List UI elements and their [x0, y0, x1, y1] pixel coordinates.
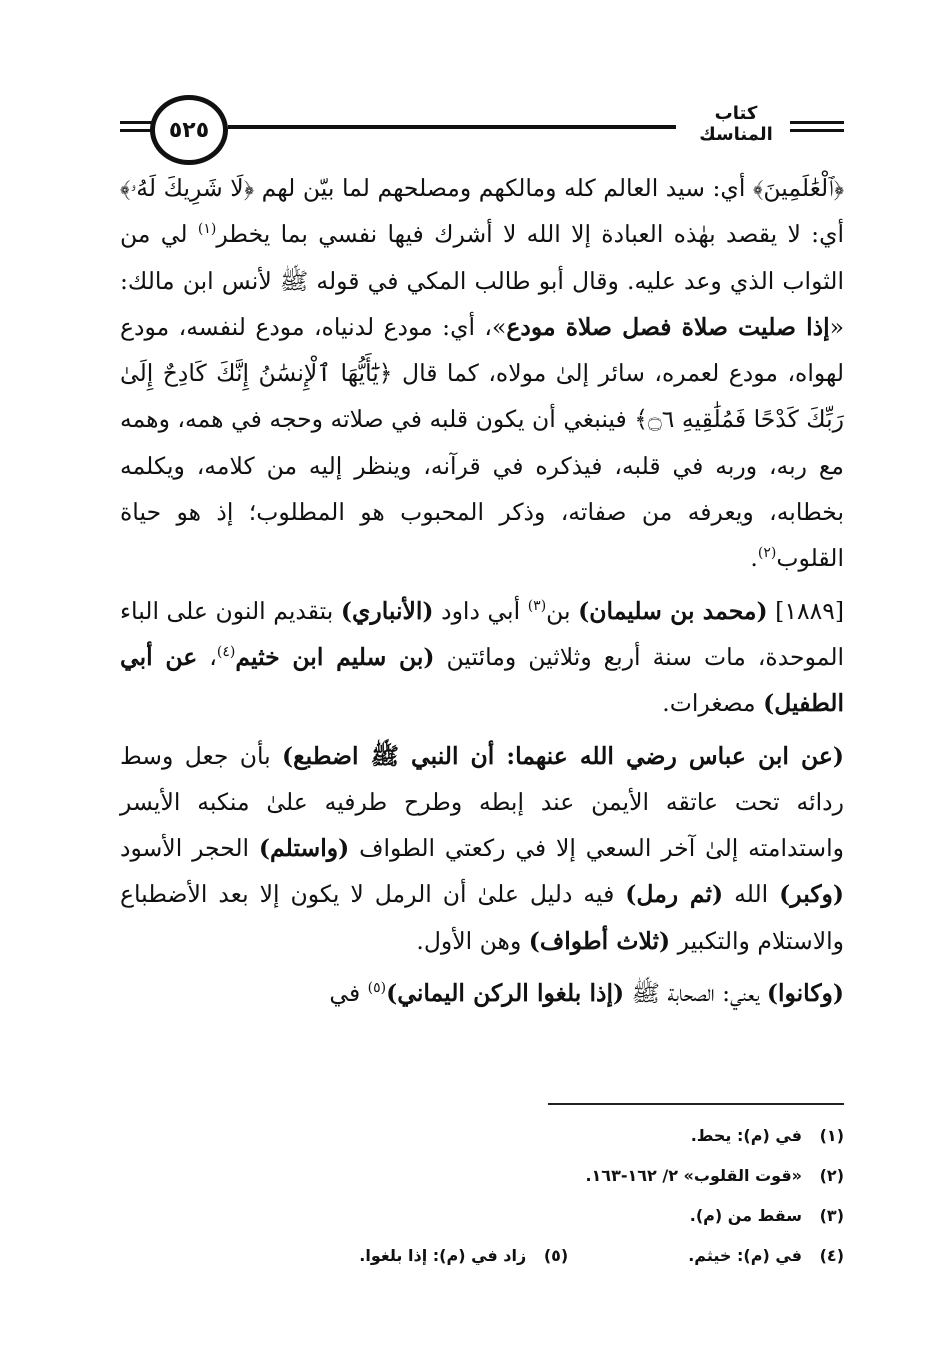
footnote-separator	[548, 1103, 844, 1105]
footnote-2	[120, 1156, 844, 1196]
text-segment: .	[750, 544, 758, 573]
page-number: ٥٢٥	[168, 117, 210, 143]
footnote-3	[120, 1196, 844, 1236]
footnote-number: (٥)	[543, 1246, 569, 1265]
hadith-quote: إذا صليت صلاة فصل صلاة مودع	[506, 312, 830, 341]
footnote-text: «قوت القلوب» ٢/ ١٦٢-١٦٣.	[585, 1166, 802, 1185]
header-rule-middle	[228, 125, 676, 129]
text-segment: مصغرات.	[662, 689, 764, 718]
paragraph-2	[120, 588, 844, 727]
entry-number: [١٨٨٩]	[767, 596, 845, 625]
page-number-badge	[150, 95, 228, 165]
text-segment: فيه دليل علىٰ أن الرمل لا يكون إلا بعد الأضطباع والاستلام والتكبير	[120, 880, 844, 955]
hadith-text: (واستلم)	[258, 834, 350, 863]
hadith-text: (عن ابن عباس رضي الله عنهما: أن النبي ﷺ اضطبع)	[282, 741, 844, 770]
footnote-ref-5: (٥)	[367, 980, 387, 997]
footnote-ref-2: (٢)	[757, 545, 777, 562]
narrator-chain: (بن سليم ابن خثيم	[235, 642, 435, 671]
footnote-ref-3: (٣)	[527, 597, 547, 614]
text-segment: في	[329, 979, 368, 1008]
text-segment: لي من الثواب الذي وعد عليه. وقال أبو طالب المكي في قوله ﷺ لأنس ابن مالك: «	[120, 220, 844, 341]
text-segment: بن	[546, 596, 579, 625]
text-segment: يعني: الصحابة ﷺ	[624, 979, 767, 1008]
hadith-text: (ثلاث أطواف)	[528, 926, 671, 955]
text-segment: ،	[197, 642, 217, 671]
text-segment: أبي داود	[433, 596, 528, 625]
footnote-ref-1: (١)	[197, 221, 217, 238]
header-rule-right-bottom	[790, 129, 844, 132]
text-segment: بتقديم النون على الباء الموحدة، مات سنة أربع وثلاثين ومائتين	[120, 596, 845, 671]
footnote-ref-4: (٤)	[216, 644, 236, 661]
text-segment: وهن الأول.	[416, 926, 529, 955]
text-segment: ﴿ٱلْعَٰلَمِينَ﴾ أي: سيد العالم كله ومالكهم ومصلحهم لما بيّن لهم ﴿لَا شَرِيكَ لَهُۥ﴾ أي: لا يقصد بهٰذه العبادة إلا الله لا أشرك فيها نفسي بما يخطر	[120, 174, 845, 249]
narrator-name: (محمد بن سليمان)	[578, 596, 768, 625]
book-title: كتاب المناسك	[699, 103, 773, 145]
narrator-chain-end: عن أبي الطفيل)	[120, 642, 844, 718]
footnote-text: زاد في (م): إذا بلغوا.	[359, 1246, 527, 1265]
footnote-number: (٤)	[819, 1246, 844, 1265]
footnote-1	[120, 1116, 844, 1156]
paragraph-3	[120, 733, 844, 964]
text-segment: بأن جعل وسط ردائه تحت عاتقه الأيمن عند إبطه وطرح طرفيه علىٰ منكبه الأيسر واستدامته إلىٰ آخر السعي إلا في ركعتي الطواف	[120, 741, 844, 863]
footnote-text: في (م): يحط.	[690, 1126, 802, 1145]
footnote-4-5	[120, 1236, 844, 1276]
hadith-text: (وكانوا)	[766, 979, 844, 1008]
hadith-text: (ثم رمل)	[625, 880, 724, 909]
text-segment: الحجر الأسود	[120, 834, 259, 863]
main-text	[120, 165, 844, 1016]
footnote-number: (٢)	[819, 1166, 844, 1185]
paragraph-1	[120, 165, 844, 582]
header-rule-right-top	[790, 121, 844, 124]
hadith-text: (وكبر)	[779, 880, 844, 909]
paragraph-4	[120, 970, 844, 1016]
footnotes	[120, 1116, 844, 1276]
text-segment: »، أي: مودع لدنياه، مودع لنفسه، مودع لهواه، مودع لعمره، سائر إلىٰ مولاه، كما قال ﴿يَٰٓأَيُّهَا ٱلْإِنسَٰنُ إِنَّكَ كَادِحٌ إِلَىٰ رَبِّكَ كَدْحًا فَمُلَٰقِيهِ ۝٦﴾ فينبغي أن يكون قلبه في صلاته وحجه في همه، وهمه مع ربه، وربه في قلبه، فيذكره في قرآنه، وينظر إليه من كلامه، ويكلمه بخطابه، ويعرفه من صفاته، وذكر المحبوب هو المطلوب؛ إذ هو حياة القلوب	[120, 312, 844, 573]
narrator-nisba: (الأنباري)	[340, 596, 434, 625]
footnote-number: (١)	[819, 1126, 844, 1145]
footnote-text: في (م): خيثم.	[688, 1246, 802, 1265]
hadith-text: (إذا بلغوا الركن اليماني)	[386, 979, 625, 1008]
footnote-number: (٣)	[819, 1206, 844, 1225]
text-segment: الله	[723, 880, 780, 909]
footnote-text: سقط من (م).	[689, 1206, 802, 1225]
